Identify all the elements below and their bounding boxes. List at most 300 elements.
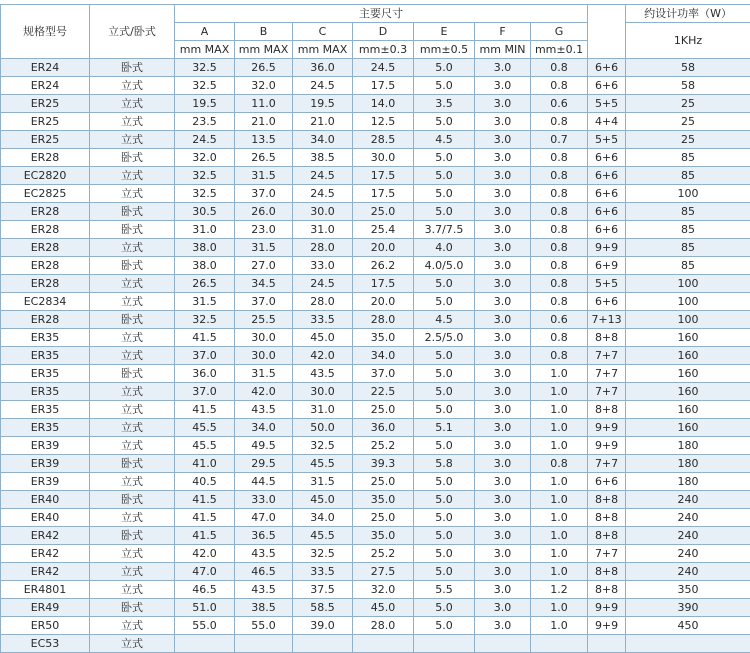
cell-power: 100 [626, 185, 750, 203]
cell-dim-a: 41.5 [175, 509, 235, 527]
cell-dim-a: 24.5 [175, 131, 235, 149]
cell-model: ER39 [1, 437, 90, 455]
cell-dim-a: 55.0 [175, 617, 235, 635]
cell-dim-a: 37.0 [175, 383, 235, 401]
cell-model: ER39 [1, 473, 90, 491]
cell-dim-g: 1.0 [531, 545, 588, 563]
cell-dim-f: 3.0 [475, 293, 531, 311]
cell-dim-a: 42.0 [175, 545, 235, 563]
orientation-header: 立式/卧式 [90, 5, 175, 59]
table-row [1, 473, 750, 491]
cell-power: 240 [626, 527, 750, 545]
table-row [1, 131, 750, 149]
cell-dim-b: 31.5 [235, 167, 293, 185]
table-row [1, 113, 750, 131]
table-row [1, 95, 750, 113]
cell-dim-b: 37.0 [235, 293, 293, 311]
cell-dim-c: 32.5 [293, 437, 353, 455]
cell-dim-a: 23.5 [175, 113, 235, 131]
cell-orientation: 立式 [90, 581, 175, 599]
cell-dim-b: 49.5 [235, 437, 293, 455]
cell-power: 25 [626, 131, 750, 149]
cell-model: ER24 [1, 59, 90, 77]
cell-dim-g: 0.8 [531, 221, 588, 239]
cell-power: 100 [626, 293, 750, 311]
cell-winding: 6+9 [588, 257, 626, 275]
cell-dim-f: 3.0 [475, 275, 531, 293]
cell-power: 100 [626, 311, 750, 329]
cell-dim-f: 3.0 [475, 473, 531, 491]
cell-power: 160 [626, 347, 750, 365]
cell-dim-e: 5.0 [414, 347, 475, 365]
cell-dim-e: 5.0 [414, 617, 475, 635]
cell-model: ER28 [1, 239, 90, 257]
cell-model: ER25 [1, 131, 90, 149]
cell-dim-c: 31.5 [293, 473, 353, 491]
table-header [1, 5, 750, 59]
cell-model: ER4801 [1, 581, 90, 599]
cell-orientation: 立式 [90, 95, 175, 113]
cell-dim-d: 17.5 [353, 77, 414, 95]
cell-dim-d: 25.0 [353, 509, 414, 527]
cell-dim-a: 36.0 [175, 365, 235, 383]
cell-dim-c: 58.5 [293, 599, 353, 617]
cell-model: ER28 [1, 221, 90, 239]
dim-unit-c: mm MAX [293, 41, 353, 59]
cell-power: 160 [626, 329, 750, 347]
cell-dim-e: 5.0 [414, 113, 475, 131]
power-group-header: 约设计功率（W） [626, 5, 750, 23]
cell-power: 450 [626, 617, 750, 635]
cell-power: 240 [626, 491, 750, 509]
table-row [1, 455, 750, 473]
dim-unit-f: mm MIN [475, 41, 531, 59]
dim-unit-a: mm MAX [175, 41, 235, 59]
cell-model: ER35 [1, 365, 90, 383]
cell-orientation: 立式 [90, 437, 175, 455]
cell-dim-e: 4.5 [414, 131, 475, 149]
cell-dim-g: 1.0 [531, 509, 588, 527]
cell-dim-d: 45.0 [353, 599, 414, 617]
cell-dim-c: 24.5 [293, 275, 353, 293]
cell-dim-e: 5.1 [414, 419, 475, 437]
cell-model: ER42 [1, 527, 90, 545]
cell-dim-b: 11.0 [235, 95, 293, 113]
table-row [1, 221, 750, 239]
cell-dim-e: 4.0 [414, 239, 475, 257]
cell-dim-g: 1.0 [531, 491, 588, 509]
cell-dim-c: 28.0 [293, 239, 353, 257]
cell-dim-b: 26.0 [235, 203, 293, 221]
cell-power: 85 [626, 203, 750, 221]
cell-winding: 6+6 [588, 77, 626, 95]
cell-model: ER35 [1, 347, 90, 365]
cell-dim-g: 1.0 [531, 401, 588, 419]
cell-model: EC2820 [1, 167, 90, 185]
cell-dim-c: 43.5 [293, 365, 353, 383]
cell-orientation: 卧式 [90, 257, 175, 275]
cell-dim-d: 17.5 [353, 167, 414, 185]
cell-winding: 6+6 [588, 293, 626, 311]
cell-dim-f: 3.0 [475, 239, 531, 257]
cell-winding: 7+13 [588, 311, 626, 329]
table-row [1, 167, 750, 185]
cell-model: ER35 [1, 329, 90, 347]
cell-dim-c: 45.5 [293, 455, 353, 473]
cell-dim-g: 1.0 [531, 617, 588, 635]
cell-dim-c: 37.5 [293, 581, 353, 599]
cell-dim-e: 5.0 [414, 293, 475, 311]
cell-winding: 9+9 [588, 617, 626, 635]
cell-dim-g: 1.0 [531, 365, 588, 383]
cell-winding: 5+5 [588, 275, 626, 293]
cell-dim-a: 41.0 [175, 455, 235, 473]
cell-dim-b: 32.0 [235, 77, 293, 95]
cell-model: ER28 [1, 149, 90, 167]
cell-dim-e: 5.0 [414, 365, 475, 383]
cell-power: 100 [626, 275, 750, 293]
cell-model: ER28 [1, 311, 90, 329]
cell-dim-e: 3.5 [414, 95, 475, 113]
table-row [1, 383, 750, 401]
cell-dim-f: 3.0 [475, 221, 531, 239]
cell-dim-b: 34.0 [235, 419, 293, 437]
cell-dim-f: 3.0 [475, 419, 531, 437]
spec-table [0, 4, 750, 653]
cell-dim-d: 25.2 [353, 437, 414, 455]
cell-dim-a: 40.5 [175, 473, 235, 491]
cell-dim-c: 24.5 [293, 185, 353, 203]
cell-dim-f: 3.0 [475, 59, 531, 77]
cell-dim-a: 19.5 [175, 95, 235, 113]
cell-dim-d: 24.5 [353, 59, 414, 77]
cell-orientation: 卧式 [90, 365, 175, 383]
cell-dim-g: 0.8 [531, 455, 588, 473]
cell-orientation: 立式 [90, 77, 175, 95]
cell-dim-c: 50.0 [293, 419, 353, 437]
cell-dim-g: 1.0 [531, 527, 588, 545]
cell-orientation: 卧式 [90, 149, 175, 167]
cell-dim-f: 3.0 [475, 563, 531, 581]
cell-dim-f: 3.0 [475, 401, 531, 419]
cell-model: ER28 [1, 257, 90, 275]
cell-dim-d [353, 635, 414, 653]
cell-dim-f: 3.0 [475, 365, 531, 383]
cell-dim-f: 3.0 [475, 185, 531, 203]
cell-dim-d: 22.5 [353, 383, 414, 401]
cell-winding: 8+8 [588, 401, 626, 419]
cell-winding: 7+7 [588, 455, 626, 473]
cell-dim-a: 31.5 [175, 293, 235, 311]
cell-dim-g: 0.8 [531, 257, 588, 275]
cell-dim-e: 5.0 [414, 167, 475, 185]
cell-power: 240 [626, 563, 750, 581]
cell-dim-f: 3.0 [475, 545, 531, 563]
cell-dim-e [414, 635, 475, 653]
cell-dim-a: 46.5 [175, 581, 235, 599]
cell-dim-e: 5.0 [414, 473, 475, 491]
cell-dim-d: 30.0 [353, 149, 414, 167]
dim-unit-d: mm±0.3 [353, 41, 414, 59]
cell-dim-a: 41.5 [175, 527, 235, 545]
cell-orientation: 卧式 [90, 221, 175, 239]
cell-dim-f: 3.0 [475, 455, 531, 473]
table-row [1, 329, 750, 347]
table-row [1, 509, 750, 527]
cell-dim-b [235, 635, 293, 653]
cell-dim-a: 38.0 [175, 257, 235, 275]
cell-dim-b: 30.0 [235, 347, 293, 365]
cell-orientation: 立式 [90, 131, 175, 149]
cell-dim-b: 25.5 [235, 311, 293, 329]
cell-orientation: 立式 [90, 185, 175, 203]
dim-letter-b: B [235, 23, 293, 41]
cell-dim-d: 20.0 [353, 239, 414, 257]
cell-dim-e: 5.0 [414, 509, 475, 527]
cell-dim-a: 41.5 [175, 401, 235, 419]
cell-dim-e: 5.0 [414, 545, 475, 563]
cell-dim-c: 39.0 [293, 617, 353, 635]
table-row [1, 419, 750, 437]
cell-dim-d: 20.0 [353, 293, 414, 311]
cell-dim-c: 36.0 [293, 59, 353, 77]
cell-dim-d: 27.5 [353, 563, 414, 581]
winding-header [588, 5, 626, 59]
dim-letter-f: F [475, 23, 531, 41]
table-row [1, 401, 750, 419]
cell-dim-a: 26.5 [175, 275, 235, 293]
table-row [1, 527, 750, 545]
cell-dim-d: 35.0 [353, 527, 414, 545]
cell-power: 160 [626, 383, 750, 401]
cell-winding: 8+8 [588, 509, 626, 527]
table-body [1, 59, 750, 653]
cell-dim-g: 0.7 [531, 131, 588, 149]
cell-dim-d: 39.3 [353, 455, 414, 473]
cell-dim-b: 55.0 [235, 617, 293, 635]
cell-power: 85 [626, 221, 750, 239]
cell-dim-c: 38.5 [293, 149, 353, 167]
cell-dim-f: 3.0 [475, 77, 531, 95]
cell-dim-d: 25.0 [353, 401, 414, 419]
cell-dim-c [293, 635, 353, 653]
cell-orientation: 卧式 [90, 491, 175, 509]
dim-unit-g: mm±0.1 [531, 41, 588, 59]
cell-model: ER28 [1, 275, 90, 293]
cell-dim-c: 24.5 [293, 167, 353, 185]
cell-dim-d: 12.5 [353, 113, 414, 131]
cell-dim-d: 36.0 [353, 419, 414, 437]
cell-orientation: 立式 [90, 509, 175, 527]
cell-power: 58 [626, 59, 750, 77]
cell-model: ER28 [1, 203, 90, 221]
cell-dim-a: 32.5 [175, 185, 235, 203]
cell-model: ER25 [1, 95, 90, 113]
cell-model: ER24 [1, 77, 90, 95]
table-row [1, 293, 750, 311]
cell-dim-g: 0.8 [531, 293, 588, 311]
cell-dim-f: 3.0 [475, 113, 531, 131]
cell-orientation: 立式 [90, 275, 175, 293]
cell-dim-a: 31.0 [175, 221, 235, 239]
cell-dim-g: 0.6 [531, 311, 588, 329]
cell-dim-c: 28.0 [293, 293, 353, 311]
dim-letter-e: E [414, 23, 475, 41]
cell-winding: 7+7 [588, 383, 626, 401]
cell-winding: 6+6 [588, 59, 626, 77]
cell-dim-a: 37.0 [175, 347, 235, 365]
cell-dim-d: 28.5 [353, 131, 414, 149]
cell-model: EC53 [1, 635, 90, 653]
cell-dim-b: 42.0 [235, 383, 293, 401]
cell-orientation: 立式 [90, 545, 175, 563]
cell-model: ER39 [1, 455, 90, 473]
cell-power: 390 [626, 599, 750, 617]
cell-dim-a [175, 635, 235, 653]
cell-dim-e: 4.5 [414, 311, 475, 329]
cell-winding: 8+8 [588, 329, 626, 347]
cell-winding: 7+7 [588, 545, 626, 563]
cell-dim-f: 3.0 [475, 491, 531, 509]
cell-dim-b: 43.5 [235, 401, 293, 419]
table-row [1, 149, 750, 167]
cell-winding: 6+6 [588, 203, 626, 221]
cell-dim-d: 35.0 [353, 491, 414, 509]
cell-dim-e: 5.0 [414, 563, 475, 581]
table-row [1, 203, 750, 221]
cell-dim-b: 23.0 [235, 221, 293, 239]
cell-dim-c: 33.5 [293, 311, 353, 329]
cell-dim-d: 17.5 [353, 185, 414, 203]
cell-dim-f: 3.0 [475, 167, 531, 185]
table-row [1, 59, 750, 77]
cell-dim-g: 0.8 [531, 77, 588, 95]
cell-orientation: 立式 [90, 293, 175, 311]
cell-model: ER49 [1, 599, 90, 617]
cell-power: 180 [626, 473, 750, 491]
cell-dim-d: 14.0 [353, 95, 414, 113]
cell-dim-a: 51.0 [175, 599, 235, 617]
cell-winding: 6+6 [588, 167, 626, 185]
cell-dim-b: 38.5 [235, 599, 293, 617]
cell-model: ER40 [1, 509, 90, 527]
cell-dim-e: 5.0 [414, 401, 475, 419]
cell-dim-c: 45.0 [293, 491, 353, 509]
cell-dim-f: 3.0 [475, 257, 531, 275]
cell-dim-c: 33.0 [293, 257, 353, 275]
cell-dim-b: 31.5 [235, 365, 293, 383]
cell-dim-a: 45.5 [175, 437, 235, 455]
cell-dim-e: 5.8 [414, 455, 475, 473]
cell-dim-a: 32.0 [175, 149, 235, 167]
cell-power: 160 [626, 365, 750, 383]
cell-dim-e: 5.0 [414, 275, 475, 293]
cell-dim-a: 45.5 [175, 419, 235, 437]
table-row [1, 347, 750, 365]
dim-unit-b: mm MAX [235, 41, 293, 59]
cell-dim-d: 17.5 [353, 275, 414, 293]
dim-letter-d: D [353, 23, 414, 41]
cell-dim-b: 26.5 [235, 59, 293, 77]
cell-dim-e: 4.0/5.0 [414, 257, 475, 275]
cell-orientation: 立式 [90, 617, 175, 635]
cell-dim-c: 34.0 [293, 131, 353, 149]
cell-dim-d: 28.0 [353, 617, 414, 635]
cell-dim-e: 5.0 [414, 59, 475, 77]
cell-dim-e: 5.5 [414, 581, 475, 599]
cell-dim-d: 26.2 [353, 257, 414, 275]
cell-dim-c: 45.5 [293, 527, 353, 545]
cell-dim-d: 37.0 [353, 365, 414, 383]
cell-dim-f: 3.0 [475, 437, 531, 455]
cell-dim-b: 26.5 [235, 149, 293, 167]
cell-dim-a: 38.0 [175, 239, 235, 257]
cell-dim-g: 1.0 [531, 437, 588, 455]
cell-orientation: 立式 [90, 473, 175, 491]
cell-dim-c: 34.0 [293, 509, 353, 527]
cell-model: EC2834 [1, 293, 90, 311]
cell-dim-d: 25.0 [353, 473, 414, 491]
table-row [1, 257, 750, 275]
cell-model: ER42 [1, 545, 90, 563]
table-row [1, 599, 750, 617]
cell-model: EC2825 [1, 185, 90, 203]
dim-letter-g: G [531, 23, 588, 41]
cell-winding: 5+5 [588, 131, 626, 149]
cell-orientation: 卧式 [90, 203, 175, 221]
cell-power: 85 [626, 167, 750, 185]
cell-dim-a: 47.0 [175, 563, 235, 581]
cell-dim-b: 46.5 [235, 563, 293, 581]
cell-dim-d: 25.0 [353, 203, 414, 221]
table-row [1, 77, 750, 95]
cell-orientation: 卧式 [90, 59, 175, 77]
cell-dim-b: 34.5 [235, 275, 293, 293]
cell-power: 160 [626, 401, 750, 419]
table-row [1, 545, 750, 563]
cell-dim-f: 3.0 [475, 203, 531, 221]
cell-winding: 8+8 [588, 581, 626, 599]
freq-header: 1KHz [626, 23, 750, 59]
cell-winding: 9+9 [588, 599, 626, 617]
cell-dim-b: 37.0 [235, 185, 293, 203]
cell-dim-c: 45.0 [293, 329, 353, 347]
cell-winding: 6+6 [588, 221, 626, 239]
cell-dim-f: 3.0 [475, 95, 531, 113]
cell-dim-f: 3.0 [475, 347, 531, 365]
cell-dim-c: 19.5 [293, 95, 353, 113]
cell-dim-e: 5.0 [414, 185, 475, 203]
cell-dim-e: 3.7/7.5 [414, 221, 475, 239]
cell-power: 240 [626, 509, 750, 527]
cell-dim-c: 33.5 [293, 563, 353, 581]
cell-dim-c: 30.0 [293, 203, 353, 221]
cell-winding: 9+9 [588, 437, 626, 455]
cell-orientation: 卧式 [90, 311, 175, 329]
cell-dim-a: 41.5 [175, 329, 235, 347]
dims-group-header: 主要尺寸 [175, 5, 588, 23]
cell-dim-a: 32.5 [175, 311, 235, 329]
cell-dim-e: 2.5/5.0 [414, 329, 475, 347]
cell-dim-d: 34.0 [353, 347, 414, 365]
cell-winding: 5+5 [588, 95, 626, 113]
cell-orientation: 立式 [90, 329, 175, 347]
cell-orientation: 立式 [90, 239, 175, 257]
dim-unit-e: mm±0.5 [414, 41, 475, 59]
cell-power: 180 [626, 455, 750, 473]
cell-winding: 6+6 [588, 185, 626, 203]
cell-dim-c: 21.0 [293, 113, 353, 131]
